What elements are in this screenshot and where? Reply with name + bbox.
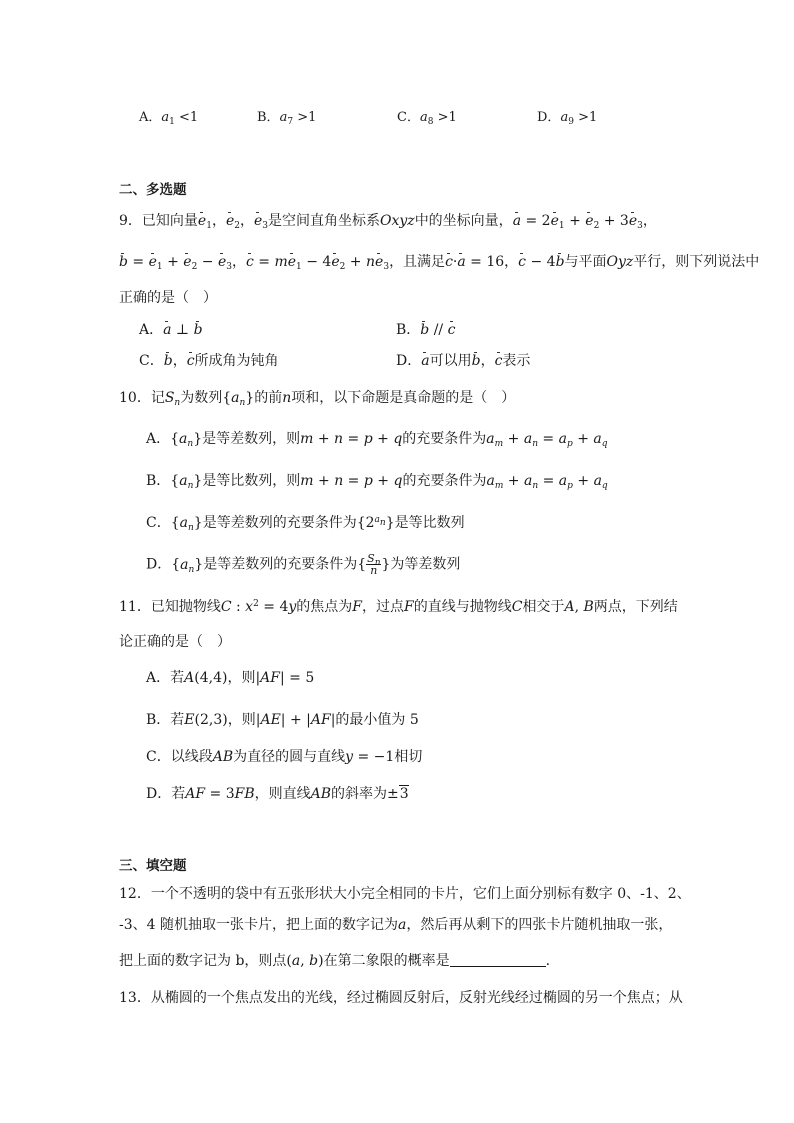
q9-line-2: $b = e_1 + e_2 - e_3$，$c = me_1 - 4e_2 + ne_3$，且满足c·a = 16，c − 4b与平面Oyz平行，则下列说法中 [119, 254, 760, 272]
section-2-title: 二、多选题 [119, 182, 187, 198]
q9-option-d: D．a可以用b，c表示 [396, 353, 531, 369]
q10-stem: 10．记$S_n$为数列$\{a_n\}$的前n项和，以下命题是真命题的是（ ） [119, 390, 516, 408]
q10-option-b: B．$\{a_n\}$是等比数列，则m + n = p + q的充要条件为$a_m + a_n = a_p + a_q$ [146, 473, 608, 491]
q9-option-b: B．b // c [396, 322, 456, 338]
q12-line-1: 12．一个不透明的袋中有五张形状大小完全相同的卡片，它们上面分别标有数字 0、-1、2、 [119, 886, 691, 902]
q9-line-1: 9．已知向量$e_1$，$e_2$，$e_3$是空间直角坐标系Oxyz中的坐标向量，$a = 2e_1 + e_2 + 3e_3$， [119, 213, 657, 231]
q10-option-a: A．$\{a_n\}$是等差数列，则m + n = p + q的充要条件为$a_m + a_n = a_p + a_q$ [146, 431, 608, 449]
q11-option-a: A．若A(4,4)，则|AF| = 5 [146, 670, 315, 686]
q8-option-b: B．$a_7 >1$ [257, 110, 317, 127]
q8-option-c: C．$a_8 >1$ [397, 110, 457, 127]
q11-option-d: D．若AF = 3FB，则直线AB的斜率为±3 [146, 786, 409, 802]
q11-option-b: B．若E(2,3)，则|AE| + |AF|的最小值为 5 [146, 712, 419, 728]
q11-stem-line-1: 11．已知抛物线C : $x^2 = 4y$的焦点为F，过点F的直线与抛物线C相交于A, B两点，下列结 [119, 599, 678, 615]
q12-line-3: 把上面的数字记为 b，则点(a, b)在第二象限的概率是 . [119, 953, 551, 969]
q12-line-2: -3、4 随机抽取一张卡片，把上面的数字记为a，然后再从剩下的四张卡片随机抽取一张， [119, 917, 673, 933]
q10-option-c: C．$\{a_n\}$是等差数列的充要条件为$\{2^{a_n}\}$是等比数列 [146, 515, 465, 533]
q8-option-d: D．$a_9 >1$ [537, 110, 598, 127]
q13-line-1: 13．从椭圆的一个焦点发出的光线，经过椭圆反射后，反射光线经过椭圆的另一个焦点；从 [119, 990, 683, 1006]
section-3-title: 三、填空题 [119, 858, 187, 874]
q9-option-c: C．b，c所成角为钝角 [139, 353, 279, 369]
answer-blank[interactable] [450, 952, 546, 967]
q8-option-a: A．$a_1 <1$ [139, 110, 199, 127]
q9-line-3: 正确的是（ ） [119, 290, 217, 306]
q9-option-a: A．a ⊥ b [139, 322, 203, 338]
q11-stem-line-2: 论正确的是（ ） [119, 634, 231, 650]
q10-option-d: D．$\{a_n\}$是等差数列的充要条件为{ $\frac{S_n}{n}$ }为等差数列 [146, 552, 461, 577]
q11-option-c: C．以线段AB为直径的圆与直线y = −1相切 [146, 749, 423, 765]
